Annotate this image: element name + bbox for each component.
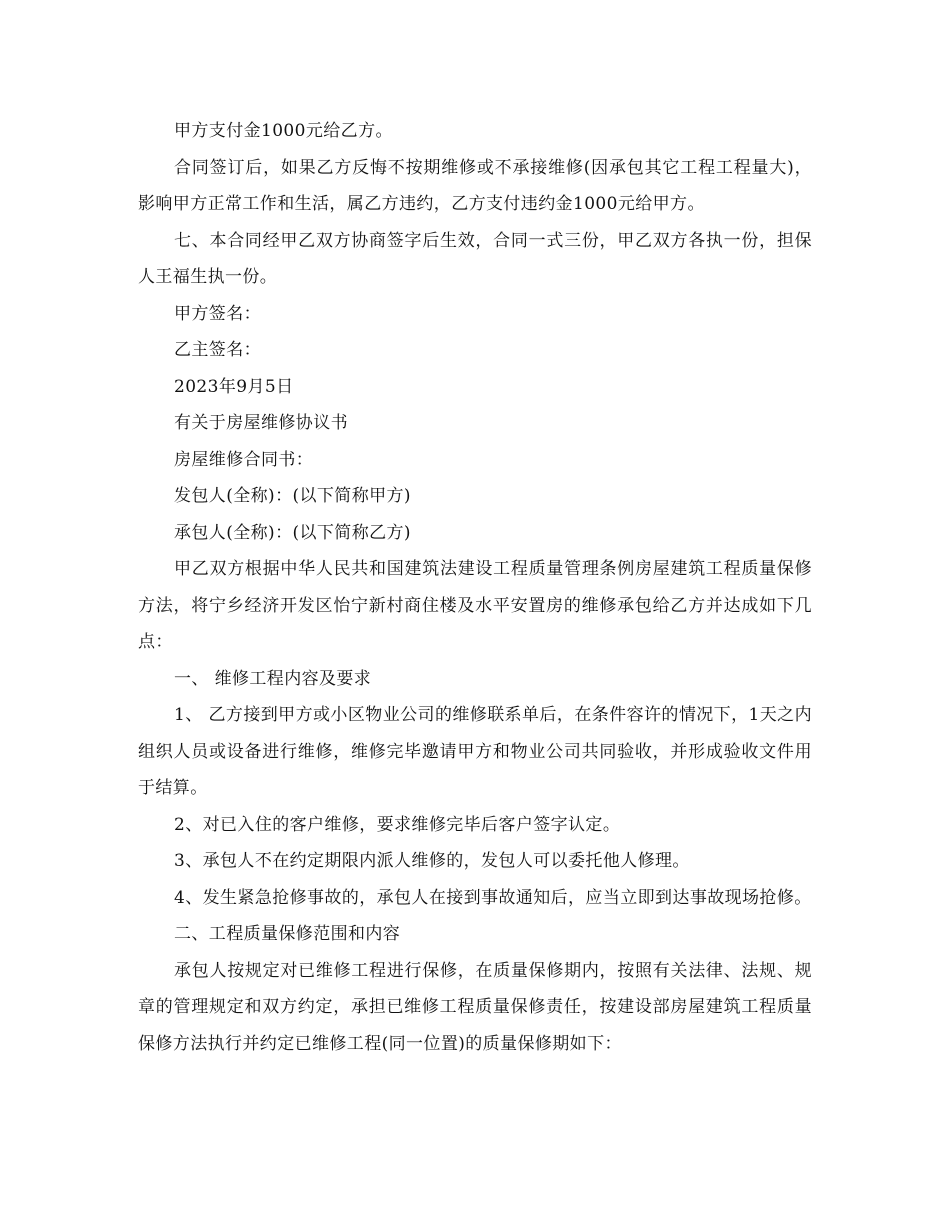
section-title: 有关于房屋维修协议书 [174, 413, 348, 433]
item-four: 4、发生紧急抢修事故的，承包人在接到事故通知后，应当立即到达事故现场抢修。 [174, 887, 812, 908]
party-a-signature-line: 甲方签名： [174, 303, 261, 324]
clause-seven: 七、本合同经甲乙双方协商签字后生效，合同一式三份，甲乙双方各执一份，担保人王福生执一份。 [138, 230, 812, 287]
breach-clause: 合同签订后，如果乙方反悔不按期维修或不承接维修(因承包其它工程工程量大)，影响甲方正常工作和生活，属乙方违约，乙方支付违约金1000元给甲方。 [138, 157, 812, 214]
preamble-paragraph: 甲乙双方根据中华人民共和国建筑法建设工程质量管理条例房屋建筑工程质量保修方法，将宁乡经济开发区怡宁新村商住楼及水平安置房的维修承包给乙方并达成如下几点： [138, 559, 812, 652]
item-one: 1、 乙方接到甲方或小区物业公司的维修联系单后，在条件容许的情况下，1天之内组织人员或设备进行维修，维修完毕邀请甲方和物业公司共同验收，并形成验收文件用于结算。 [138, 705, 812, 798]
heading-maintenance-scope: 一、 维修工程内容及要求 [174, 668, 372, 689]
signing-date: 2023年9月5日 [174, 376, 294, 397]
document-body [138, 113, 812, 1062]
contract-title: 房屋维修合同书： [174, 449, 314, 470]
item-three: 3、承包人不在约定期限内派人维修的，发包人可以委托他人修理。 [174, 851, 690, 871]
party-b-signature-line: 乙主签名： [174, 340, 261, 360]
employer-line: 发包人(全称)：(以下简称甲方) [174, 486, 411, 506]
heading-warranty-scope: 二、工程质量保修范围和内容 [174, 924, 401, 944]
contractor-line: 承包人(全称)：(以下简称乙方) [174, 522, 411, 543]
warranty-paragraph: 承包人按规定对已维修工程进行保修，在质量保修期内，按照有关法律、法规、规章的管理规定和双方约定，承担已维修工程质量保修责任，按建设部房屋建筑工程质量保修方法执行并约定已维修工程(同一位置)的质量保修期如下： [138, 960, 812, 1054]
item-two: 2、对已入住的客户维修，要求维修完毕后客户签字认定。 [174, 814, 621, 835]
payment-clause-line: 甲方支付金1000元给乙方。 [174, 121, 393, 141]
